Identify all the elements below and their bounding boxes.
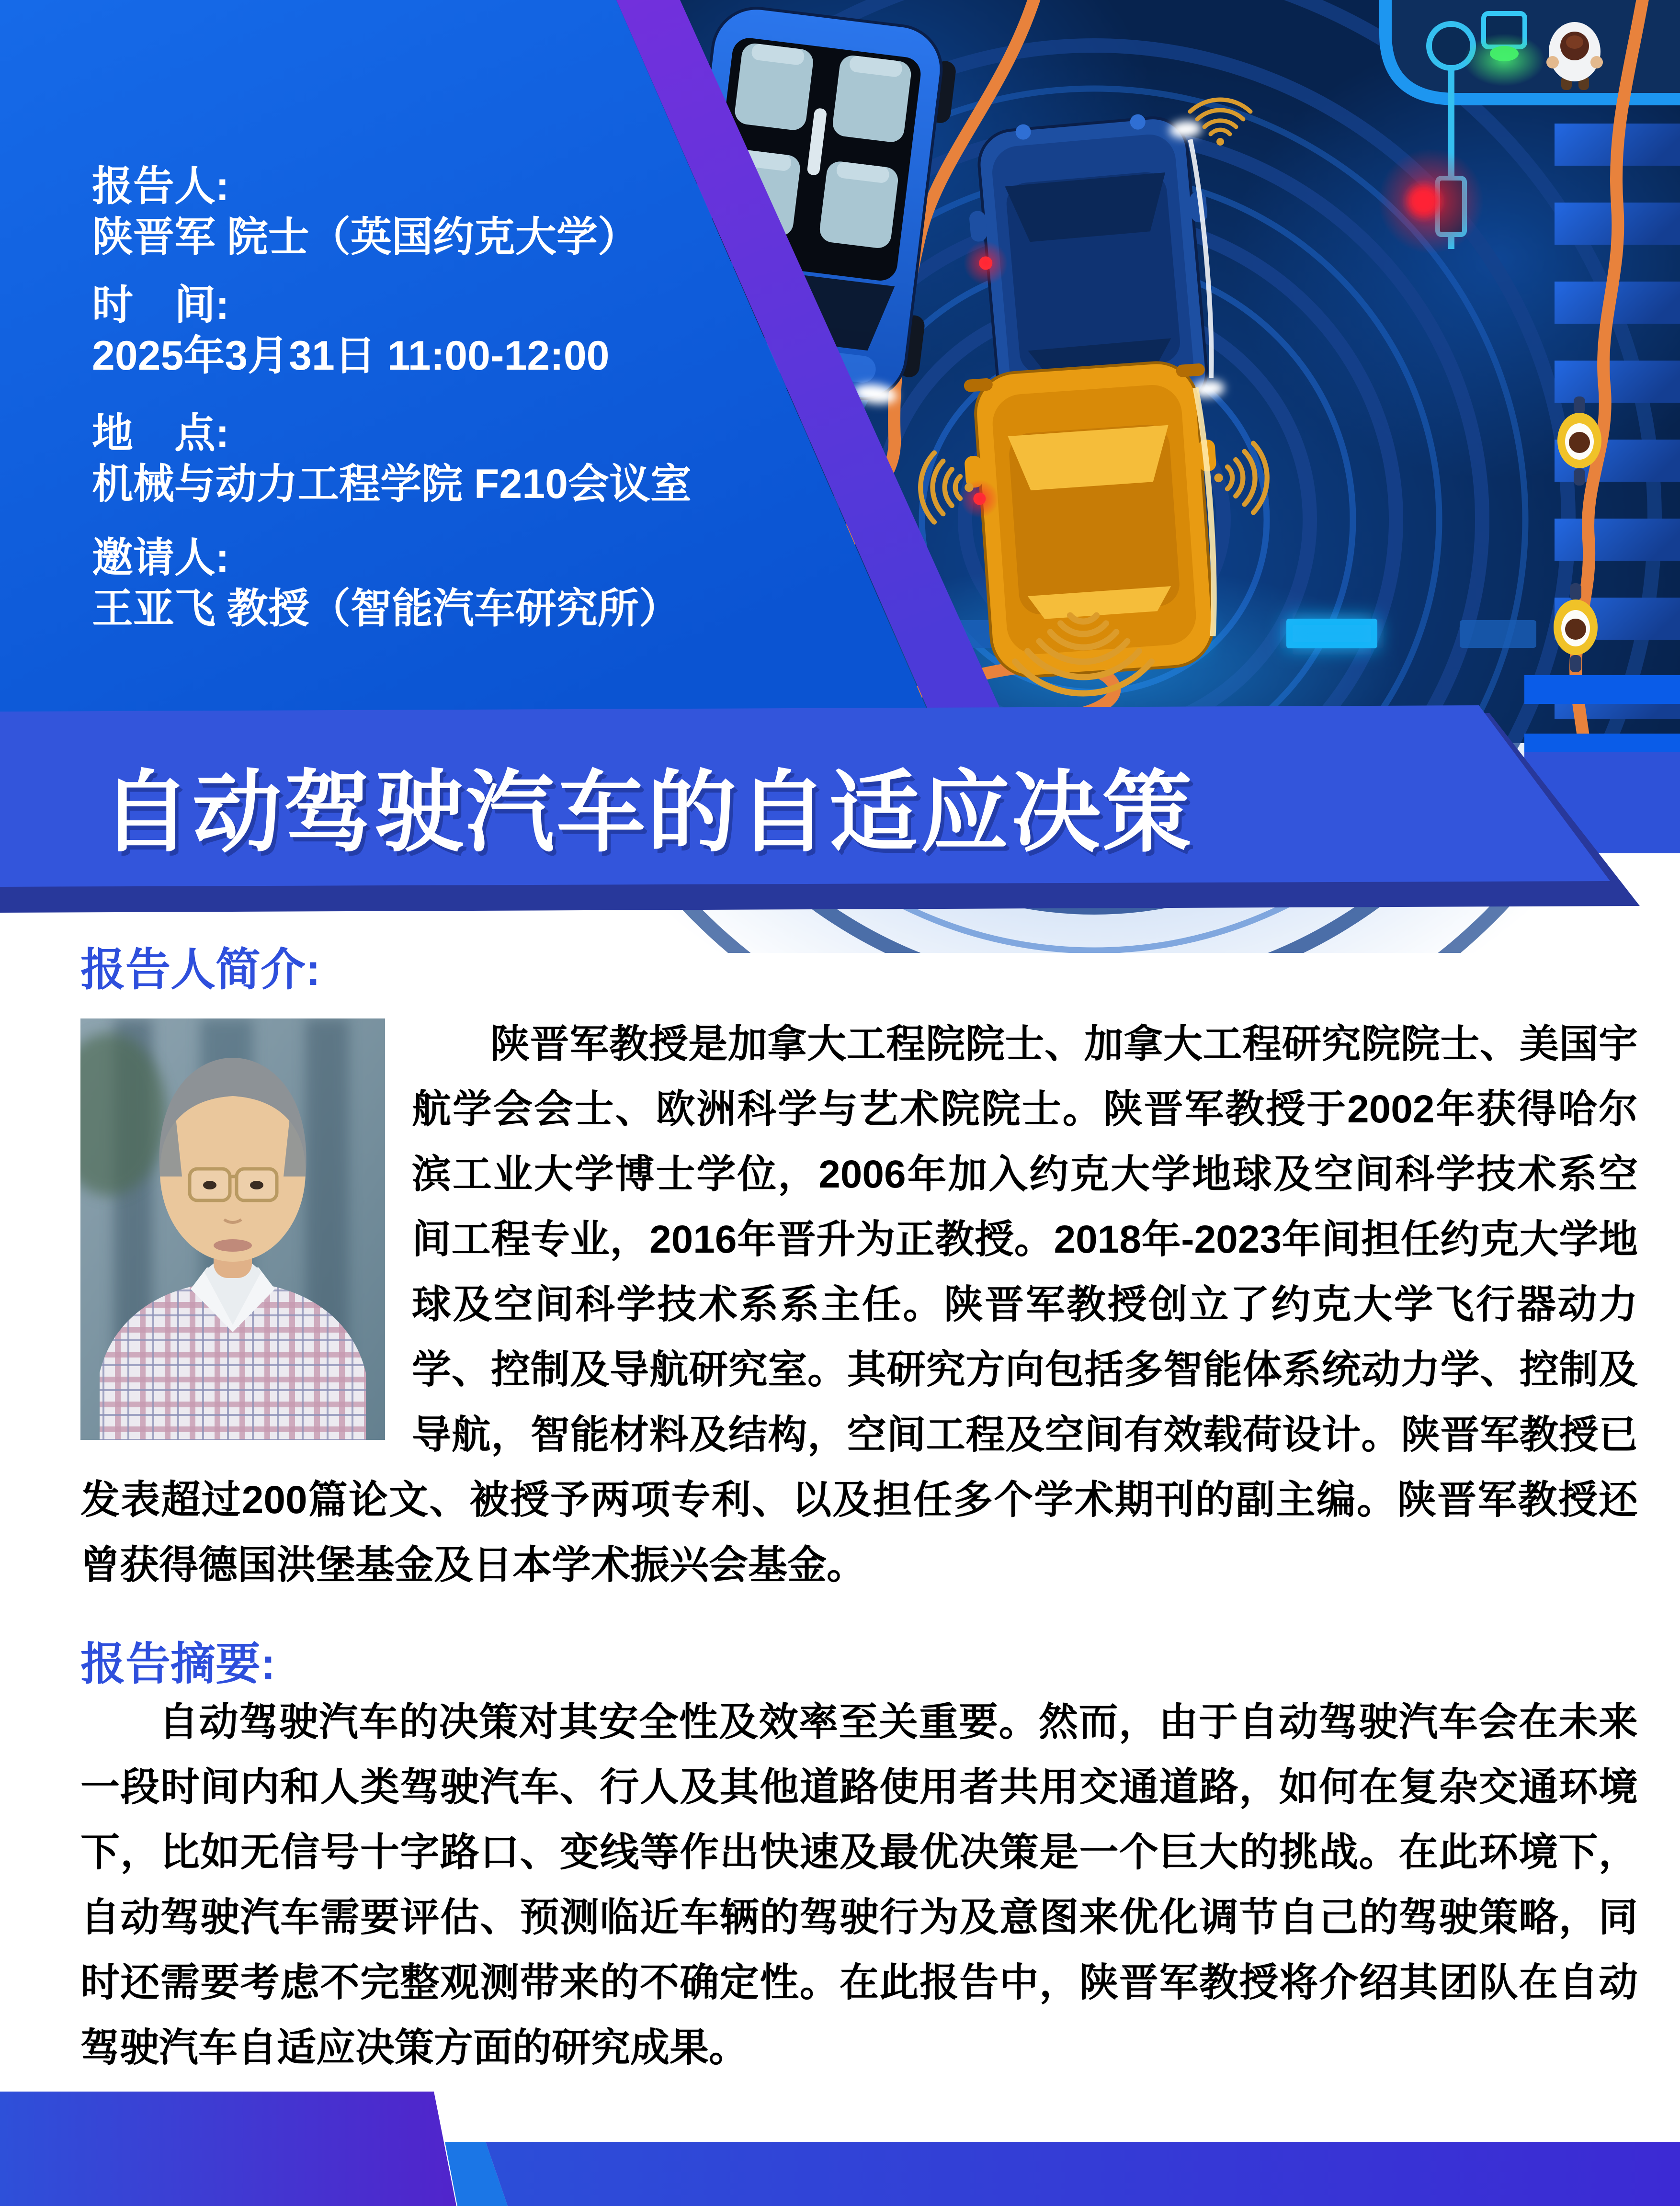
speaker-info [92, 161, 897, 262]
footer-right-shape [486, 2142, 1680, 2206]
footer-left-shape [0, 2092, 456, 2206]
hero-section [0, 0, 1680, 953]
location-value: 机械与动力工程学院 F210会议室 [92, 461, 692, 507]
time-info [92, 280, 897, 381]
time-value: 2025年3月31日 11:00-12:00 [92, 333, 610, 379]
abstract-heading: 报告摘要: [80, 1639, 276, 1689]
speaker-value: 陕晋军 院士（英国约克大学） [92, 214, 639, 260]
inviter-label: 邀请人: [92, 535, 229, 581]
abstract-text: 自动驾驶汽车的决策对其安全性及效率至关重要。然而，由于自动驾驶汽车会在未来一段时间内和人类驾驶汽车、行人及其他道路使用者共用交通道路，如何在复杂交通环境下，比如无信号十字路口、变线等作出快速及最优决策是一个巨大的挑战。在此环境下，自动驾驶汽车需要评估、预测临近车辆的驾驶行为及意图来优化调节自己的驾驶策略，同时还需要考虑不完整观测带来的不确定性。在此报告中，陕晋军教授将介绍其团队在自动驾驶汽车自适应决策方面的研究成果。 [80, 1700, 1638, 2070]
bio-text: 陕晋军教授是加拿大工程院院士、加拿大工程研究院院士、美国宇航学会会士、欧洲科学与艺术院院士。陕晋军教授于2002年获得哈尔滨工业大学博士学位，2006年加入约克大学地球及空间科学技术系空间工程专业，2016年晋升为正教授。2018年-2023年间担任约克大学地球及空间科学技术系系主任。陕晋军教授创立了约克大学飞行器动力学、控制及导航研究室。其研究方向包括多智能体系统动力学、控制及导航，智能材料及结构，空间工程及空间有效载荷设计。陕晋军教授已发表超过200篇论文、被授予两项专利、以及担任多个学术期刊的副主编。陕晋军教授还曾获得德国洪堡基金及日本学术振兴会基金。 [80, 1022, 1638, 1587]
bio-heading: 报告人简介: [80, 944, 321, 995]
speaker-label: 报告人: [92, 163, 229, 209]
inviter-value: 王亚飞 教授（智能汽车研究所） [92, 586, 680, 632]
content-section [0, 912, 1680, 2081]
speaker-photo [80, 1018, 385, 1440]
footer-graphic [0, 2088, 1680, 2206]
location-label: 地 点: [92, 410, 229, 456]
location-info [92, 408, 897, 509]
bio-block [80, 1012, 1638, 1598]
page-title: 自动驾驶汽车的自适应决策 [102, 763, 1194, 862]
time-label: 时 间: [92, 282, 229, 328]
inviter-info [92, 532, 897, 634]
